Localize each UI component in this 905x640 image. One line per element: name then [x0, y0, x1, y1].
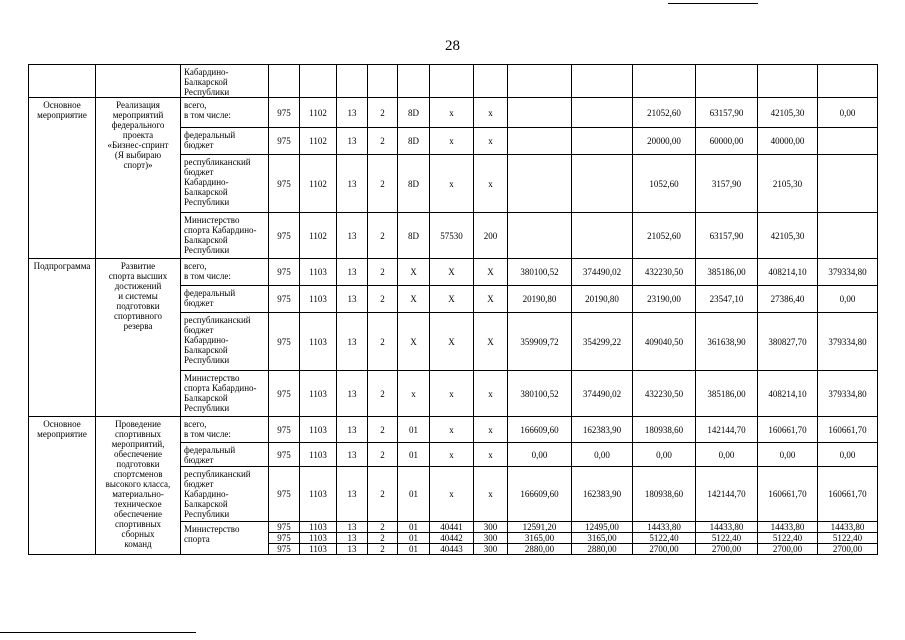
- value-cell: X: [474, 259, 508, 286]
- value-cell: 27386,40: [758, 286, 818, 313]
- value-cell: [696, 65, 758, 98]
- value-cell: X: [474, 313, 508, 371]
- value-cell: 40442: [430, 533, 474, 544]
- funding-source-cell: всего, в том числе:: [181, 98, 269, 128]
- value-cell: x: [430, 128, 474, 155]
- value-cell: 385186,00: [696, 371, 758, 417]
- value-cell: 1103: [300, 313, 337, 371]
- value-cell: 2700,00: [758, 544, 818, 555]
- value-cell: x: [430, 443, 474, 467]
- value-cell: 2: [368, 98, 398, 128]
- value-cell: x: [474, 98, 508, 128]
- value-cell: 13: [337, 417, 368, 443]
- value-cell: 379334,80: [818, 259, 878, 286]
- value-cell: 409040,50: [633, 313, 696, 371]
- value-cell: 3157,90: [696, 155, 758, 213]
- value-cell: 2105,30: [758, 155, 818, 213]
- value-cell: 20190,80: [572, 286, 633, 313]
- value-cell: 975: [269, 544, 300, 555]
- value-cell: 12495,00: [572, 522, 633, 533]
- value-cell: 13: [337, 313, 368, 371]
- value-cell: 21052,60: [633, 213, 696, 259]
- value-cell: 3165,00: [508, 533, 572, 544]
- value-cell: 0,00: [508, 443, 572, 467]
- value-cell: 2700,00: [633, 544, 696, 555]
- value-cell: 975: [269, 443, 300, 467]
- value-cell: 2: [368, 371, 398, 417]
- value-cell: 180938,60: [633, 417, 696, 443]
- value-cell: 160661,70: [818, 417, 878, 443]
- value-cell: X: [430, 259, 474, 286]
- value-cell: 2880,00: [572, 544, 633, 555]
- value-cell: 13: [337, 286, 368, 313]
- value-cell: [572, 155, 633, 213]
- funding-source-cell: республиканский бюджет Кабардино- Балкарской Республики: [181, 467, 269, 522]
- top-rule: [668, 3, 758, 4]
- value-cell: 40441: [430, 522, 474, 533]
- value-cell: 2: [368, 128, 398, 155]
- table-row: [29, 98, 878, 128]
- value-cell: 975: [269, 371, 300, 417]
- value-cell: 0,00: [758, 443, 818, 467]
- value-cell: [508, 213, 572, 259]
- value-cell: 01: [398, 533, 430, 544]
- value-cell: 13: [337, 259, 368, 286]
- value-cell: 379334,80: [818, 313, 878, 371]
- value-cell: 13: [337, 371, 368, 417]
- value-cell: 1102: [300, 98, 337, 128]
- value-cell: 01: [398, 544, 430, 555]
- value-cell: 300: [474, 544, 508, 555]
- value-cell: 14433,80: [633, 522, 696, 533]
- value-cell: 975: [269, 417, 300, 443]
- value-cell: 01: [398, 417, 430, 443]
- program-name-cell: Развитие спорта высших достижений и системы подготовки спортивного резерва: [96, 259, 181, 417]
- value-cell: 0,00: [818, 286, 878, 313]
- value-cell: 380827,70: [758, 313, 818, 371]
- value-cell: [337, 65, 368, 98]
- program-type-cell: Основное мероприятие: [29, 98, 96, 259]
- funding-source-cell: всего, в том числе:: [181, 259, 269, 286]
- value-cell: 975: [269, 533, 300, 544]
- value-cell: 361638,90: [696, 313, 758, 371]
- value-cell: 20000,00: [633, 128, 696, 155]
- value-cell: x: [474, 155, 508, 213]
- value-cell: 8D: [398, 213, 430, 259]
- value-cell: [474, 65, 508, 98]
- value-cell: 975: [269, 98, 300, 128]
- value-cell: 162383,90: [572, 417, 633, 443]
- value-cell: 385186,00: [696, 259, 758, 286]
- table-row: [29, 259, 878, 286]
- value-cell: [508, 155, 572, 213]
- value-cell: 60000,00: [696, 128, 758, 155]
- value-cell: 42105,30: [758, 213, 818, 259]
- value-cell: 166609,60: [508, 467, 572, 522]
- value-cell: 1103: [300, 417, 337, 443]
- value-cell: 1103: [300, 259, 337, 286]
- value-cell: 13: [337, 544, 368, 555]
- value-cell: x: [398, 371, 430, 417]
- value-cell: 166609,60: [508, 417, 572, 443]
- value-cell: 13: [337, 128, 368, 155]
- value-cell: 23190,00: [633, 286, 696, 313]
- value-cell: 160661,70: [818, 467, 878, 522]
- footnote-rule: [0, 632, 196, 633]
- value-cell: 5122,40: [633, 533, 696, 544]
- value-cell: 01: [398, 522, 430, 533]
- value-cell: 142144,70: [696, 417, 758, 443]
- value-cell: 21052,60: [633, 98, 696, 128]
- value-cell: 160661,70: [758, 417, 818, 443]
- program-name-cell: Реализация мероприятий федерального проекта «Бизнес-спринт (Я выбираю спорт)»: [96, 98, 181, 259]
- value-cell: 13: [337, 443, 368, 467]
- value-cell: [572, 213, 633, 259]
- value-cell: [818, 128, 878, 155]
- funding-source-cell: федеральный бюджет: [181, 286, 269, 313]
- funding-source-cell: всего, в том числе:: [181, 417, 269, 443]
- value-cell: 2: [368, 544, 398, 555]
- value-cell: 380100,52: [508, 371, 572, 417]
- value-cell: 8D: [398, 155, 430, 213]
- funding-source-cell: федеральный бюджет: [181, 443, 269, 467]
- value-cell: 13: [337, 522, 368, 533]
- value-cell: 2: [368, 286, 398, 313]
- value-cell: [269, 65, 300, 98]
- value-cell: 2: [368, 259, 398, 286]
- program-type-cell: Основное мероприятие: [29, 417, 96, 555]
- value-cell: [758, 65, 818, 98]
- value-cell: 1052,60: [633, 155, 696, 213]
- value-cell: 300: [474, 522, 508, 533]
- value-cell: [818, 213, 878, 259]
- program-name-cell: Проведение спортивных мероприятий, обеспечение подготовки спортсменов высокого класса, материально- техническое обеспечение спортивных сборных команд: [96, 417, 181, 555]
- value-cell: 408214,10: [758, 259, 818, 286]
- value-cell: 1102: [300, 155, 337, 213]
- value-cell: 975: [269, 259, 300, 286]
- value-cell: 0,00: [572, 443, 633, 467]
- value-cell: 1102: [300, 128, 337, 155]
- value-cell: 23547,10: [696, 286, 758, 313]
- value-cell: 408214,10: [758, 371, 818, 417]
- value-cell: 14433,80: [696, 522, 758, 533]
- value-cell: 1103: [300, 286, 337, 313]
- value-cell: 1103: [300, 443, 337, 467]
- value-cell: x: [430, 371, 474, 417]
- value-cell: 42105,30: [758, 98, 818, 128]
- value-cell: 13: [337, 533, 368, 544]
- value-cell: 160661,70: [758, 467, 818, 522]
- value-cell: 975: [269, 128, 300, 155]
- value-cell: 1103: [300, 371, 337, 417]
- value-cell: 975: [269, 286, 300, 313]
- value-cell: x: [430, 467, 474, 522]
- value-cell: [572, 98, 633, 128]
- value-cell: 1102: [300, 213, 337, 259]
- budget-table: [28, 64, 878, 555]
- funding-source-cell: федеральный бюджет: [181, 128, 269, 155]
- value-cell: 975: [269, 467, 300, 522]
- value-cell: 2: [368, 155, 398, 213]
- value-cell: x: [474, 443, 508, 467]
- value-cell: x: [474, 417, 508, 443]
- value-cell: 0,00: [818, 443, 878, 467]
- value-cell: 13: [337, 155, 368, 213]
- value-cell: 975: [269, 522, 300, 533]
- value-cell: [818, 65, 878, 98]
- funding-source-cell: Министерство спорта Кабардино- Балкарской Республики: [181, 213, 269, 259]
- value-cell: 8D: [398, 98, 430, 128]
- value-cell: 354299,22: [572, 313, 633, 371]
- value-cell: [818, 155, 878, 213]
- value-cell: 2: [368, 467, 398, 522]
- value-cell: 57530: [430, 213, 474, 259]
- value-cell: x: [474, 467, 508, 522]
- value-cell: 1103: [300, 522, 337, 533]
- program-type-cell: Подпрограмма: [29, 259, 96, 417]
- value-cell: x: [430, 155, 474, 213]
- value-cell: 40443: [430, 544, 474, 555]
- value-cell: 2: [368, 213, 398, 259]
- value-cell: 975: [269, 155, 300, 213]
- value-cell: x: [430, 417, 474, 443]
- value-cell: [572, 128, 633, 155]
- funding-source-cell: Кабардино- Балкарской Республики: [181, 65, 269, 98]
- value-cell: [430, 65, 474, 98]
- value-cell: 180938,60: [633, 467, 696, 522]
- value-cell: 01: [398, 467, 430, 522]
- type-cell: [29, 65, 96, 98]
- value-cell: 01: [398, 443, 430, 467]
- value-cell: 0,00: [696, 443, 758, 467]
- value-cell: [508, 128, 572, 155]
- value-cell: x: [430, 98, 474, 128]
- value-cell: 13: [337, 98, 368, 128]
- funding-source-cell: Министерство спорта Кабардино- Балкарской Республики: [181, 371, 269, 417]
- value-cell: [368, 65, 398, 98]
- value-cell: 2880,00: [508, 544, 572, 555]
- value-cell: 14433,80: [818, 522, 878, 533]
- value-cell: 975: [269, 213, 300, 259]
- value-cell: 142144,70: [696, 467, 758, 522]
- funding-source-cell: республиканский бюджет Кабардино- Балкарской Республики: [181, 313, 269, 371]
- value-cell: 63157,90: [696, 213, 758, 259]
- value-cell: X: [474, 286, 508, 313]
- value-cell: 12591,20: [508, 522, 572, 533]
- value-cell: 300: [474, 533, 508, 544]
- value-cell: 374490,02: [572, 371, 633, 417]
- value-cell: [300, 65, 337, 98]
- value-cell: [572, 65, 633, 98]
- value-cell: x: [474, 371, 508, 417]
- value-cell: 2700,00: [818, 544, 878, 555]
- value-cell: 379334,80: [818, 371, 878, 417]
- value-cell: 5122,40: [818, 533, 878, 544]
- value-cell: 0,00: [818, 98, 878, 128]
- table-row: [29, 65, 878, 98]
- value-cell: 2: [368, 443, 398, 467]
- value-cell: 432230,50: [633, 259, 696, 286]
- value-cell: 5122,40: [758, 533, 818, 544]
- value-cell: 2: [368, 417, 398, 443]
- value-cell: 2: [368, 522, 398, 533]
- page-number: 28: [445, 38, 460, 54]
- funding-source-cell: Министерство спорта: [181, 522, 269, 555]
- value-cell: X: [398, 286, 430, 313]
- value-cell: 1103: [300, 533, 337, 544]
- value-cell: 8D: [398, 128, 430, 155]
- value-cell: X: [398, 259, 430, 286]
- value-cell: 0,00: [633, 443, 696, 467]
- value-cell: [508, 98, 572, 128]
- value-cell: 13: [337, 467, 368, 522]
- value-cell: [398, 65, 430, 98]
- value-cell: 5122,40: [696, 533, 758, 544]
- value-cell: X: [398, 313, 430, 371]
- value-cell: 13: [337, 213, 368, 259]
- value-cell: 432230,50: [633, 371, 696, 417]
- name-cell: [96, 65, 181, 98]
- value-cell: X: [430, 286, 474, 313]
- value-cell: [633, 65, 696, 98]
- value-cell: 359909,72: [508, 313, 572, 371]
- value-cell: 162383,90: [572, 467, 633, 522]
- value-cell: 1103: [300, 544, 337, 555]
- value-cell: 380100,52: [508, 259, 572, 286]
- value-cell: 2: [368, 533, 398, 544]
- value-cell: 1103: [300, 467, 337, 522]
- value-cell: 975: [269, 313, 300, 371]
- value-cell: 40000,00: [758, 128, 818, 155]
- value-cell: x: [474, 128, 508, 155]
- table-row: [29, 417, 878, 443]
- value-cell: 3165,00: [572, 533, 633, 544]
- funding-source-cell: республиканский бюджет Кабардино- Балкарской Республики: [181, 155, 269, 213]
- value-cell: 374490,02: [572, 259, 633, 286]
- value-cell: 2700,00: [696, 544, 758, 555]
- value-cell: 2: [368, 313, 398, 371]
- value-cell: X: [430, 313, 474, 371]
- value-cell: 20190,80: [508, 286, 572, 313]
- value-cell: 63157,90: [696, 98, 758, 128]
- value-cell: [508, 65, 572, 98]
- value-cell: 14433,80: [758, 522, 818, 533]
- value-cell: 200: [474, 213, 508, 259]
